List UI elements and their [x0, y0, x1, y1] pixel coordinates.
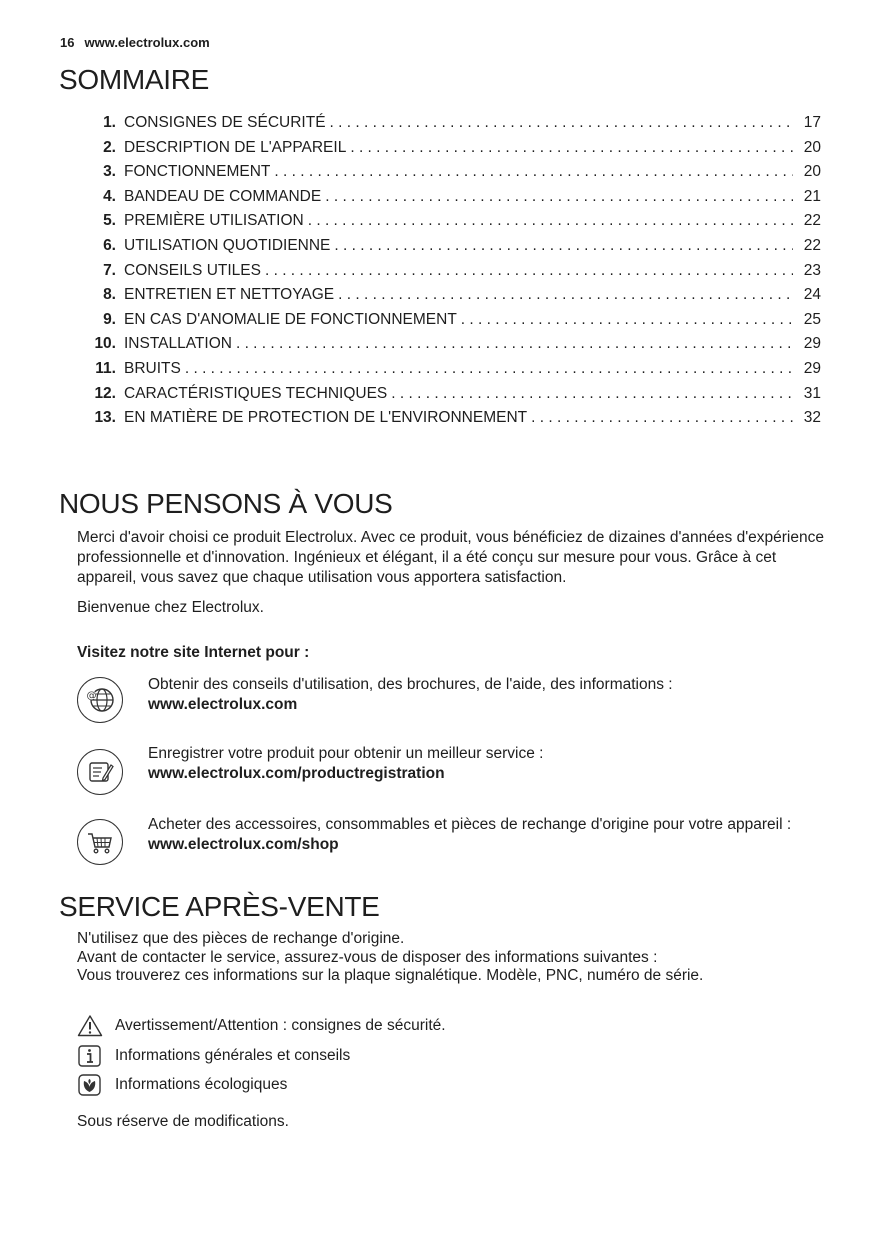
legend-eco-text: Informations écologiques	[115, 1076, 288, 1093]
toc-number: 9.	[103, 310, 116, 328]
link-electrolux[interactable]: www.electrolux.com	[148, 695, 298, 713]
toc-page-number: 29	[803, 359, 821, 377]
toc-entry[interactable]	[80, 262, 821, 287]
toc-entry[interactable]	[80, 188, 821, 213]
toc-entry[interactable]	[80, 360, 821, 385]
toc-number: 13.	[94, 409, 116, 427]
toc-number: 6.	[103, 236, 116, 254]
toc-title: PREMIÈRE UTILISATION	[124, 212, 304, 230]
toc-number: 8.	[103, 286, 116, 304]
service-paragraph	[77, 930, 827, 986]
toc-title: INSTALLATION	[124, 335, 232, 353]
toc-entry[interactable]	[80, 385, 821, 410]
toc-page-number: 21	[803, 187, 821, 205]
toc-title: EN MATIÈRE DE PROTECTION DE L'ENVIRONNEMENT	[124, 409, 528, 427]
visit-text-registration: Enregistrer votre produit pour obtenir un meilleur service :	[148, 745, 544, 762]
toc-entry[interactable]	[80, 286, 821, 311]
toc-title: CARACTÉRISTIQUES TECHNIQUES	[124, 384, 388, 402]
toc-title: EN CAS D'ANOMALIE DE FONCTIONNEMENT	[124, 310, 457, 328]
toc-entry[interactable]	[80, 409, 821, 434]
toc-title: BRUITS	[124, 359, 181, 377]
toc-dot-leader	[391, 385, 793, 403]
svg-text:@: @	[86, 690, 97, 702]
legend-warning-text: Avertissement/Attention : consignes de sécurité.	[115, 1017, 446, 1034]
visit-text-shop: Acheter des accessoires, consommables et pièces de rechange d'origine pour votre appareil :	[148, 816, 792, 833]
footer-note: Sous réserve de modifications.	[77, 1113, 289, 1130]
toc-entry[interactable]	[80, 311, 821, 336]
toc-dot-leader	[350, 139, 793, 157]
toc-page-number: 17	[803, 114, 821, 131]
toc-entry[interactable]	[80, 237, 821, 262]
toc-dot-leader	[274, 163, 793, 181]
toc-page-number: 32	[803, 409, 821, 427]
toc-entry[interactable]	[80, 163, 821, 188]
toc-page-number: 23	[803, 261, 821, 279]
toc-title: DESCRIPTION DE L'APPAREIL	[124, 138, 347, 156]
toc-dot-leader	[531, 409, 793, 427]
visit-text-info: Obtenir des conseils d'utilisation, des brochures, de l'aide, des informations :	[148, 676, 673, 693]
globe-icon	[77, 677, 123, 723]
page-number: 16	[60, 35, 75, 50]
toc-page-number: 29	[803, 335, 821, 353]
toc-number: 12.	[94, 384, 116, 402]
toc-dot-leader	[338, 286, 793, 304]
link-productregistration[interactable]: www.electrolux.com/productregistration	[148, 764, 445, 782]
cart-icon	[77, 819, 123, 865]
page-header	[60, 35, 210, 50]
toc-page-number: 25	[803, 310, 821, 328]
toc-dot-leader	[325, 188, 793, 206]
toc-dot-leader	[265, 262, 793, 280]
toc-dot-leader	[308, 212, 793, 230]
toc-number: 1.	[103, 114, 116, 131]
service-title: SERVICE APRÈS-VENTE	[59, 891, 380, 922]
toc-number: 5.	[103, 212, 116, 230]
toc-title: FONCTIONNEMENT	[124, 163, 271, 181]
service-line-1: N'utilisez que des pièces de rechange d'origine.	[77, 930, 405, 947]
info-icon	[77, 1044, 103, 1073]
toc-dot-leader	[461, 311, 793, 329]
toc-title: ENTRETIEN ET NETTOYAGE	[124, 286, 335, 304]
toc-page-number: 31	[803, 384, 821, 402]
toc-number: 7.	[103, 261, 116, 279]
registration-icon	[77, 749, 123, 795]
toc-entry[interactable]	[80, 212, 821, 237]
service-line-2: Avant de contacter le service, assurez-vous de disposer des informations suivantes :	[77, 948, 658, 966]
service-line-3: Vous trouverez ces informations sur la plaque signalétique. Modèle, PNC, numéro de série.	[77, 967, 704, 984]
toc-page-number: 22	[803, 236, 821, 254]
visit-heading: Visitez notre site Internet pour :	[77, 644, 310, 661]
toc-dot-leader	[185, 360, 793, 378]
eco-icon	[77, 1073, 103, 1102]
toc-title: UTILISATION QUOTIDIENNE	[124, 236, 331, 254]
intro-paragraph: Merci d'avoir choisi ce produit Electrolux. Avec ce produit, vous bénéficiez de dizaines d'années d'expérience professionnelle et d'innovation. Ingénieux et élégant, il a été conçu sur mesure pour vous. Grâce à cet appareil, vous savez que chaque utilisation vous apportera satisfaction.	[77, 529, 824, 586]
toc-dot-leader	[330, 114, 793, 132]
toc-page-number: 20	[803, 163, 821, 181]
toc-dot-leader	[334, 237, 793, 255]
toc-entry[interactable]	[80, 114, 821, 139]
toc-page-number: 20	[803, 138, 821, 156]
toc-number: 4.	[103, 187, 116, 205]
toc-number: 11.	[95, 359, 116, 377]
toc-title: CONSEILS UTILES	[124, 261, 261, 279]
legend-info-text: Informations générales et conseils	[115, 1047, 351, 1064]
link-shop[interactable]: www.electrolux.com/shop	[148, 835, 339, 853]
sommaire-title: SOMMAIRE	[59, 64, 210, 95]
toc-dot-leader	[236, 335, 793, 353]
header-site[interactable]: www.electrolux.com	[84, 35, 210, 50]
toc-entry[interactable]	[80, 335, 821, 360]
toc-number: 3.	[103, 163, 116, 181]
toc-title: CONSIGNES DE SÉCURITÉ	[124, 114, 326, 131]
welcome-text: Bienvenue chez Electrolux.	[77, 599, 264, 616]
toc-number: 10.	[94, 335, 116, 353]
toc-title: BANDEAU DE COMMANDE	[124, 187, 322, 205]
toc-entry[interactable]	[80, 139, 821, 164]
warning-icon	[77, 1014, 103, 1043]
toc-page-number: 24	[803, 286, 821, 304]
table-of-contents	[80, 114, 821, 434]
toc-page-number: 22	[803, 212, 821, 230]
toc-number: 2.	[103, 138, 116, 156]
nous-pensons-title: NOUS PENSONS À VOUS	[59, 488, 393, 519]
